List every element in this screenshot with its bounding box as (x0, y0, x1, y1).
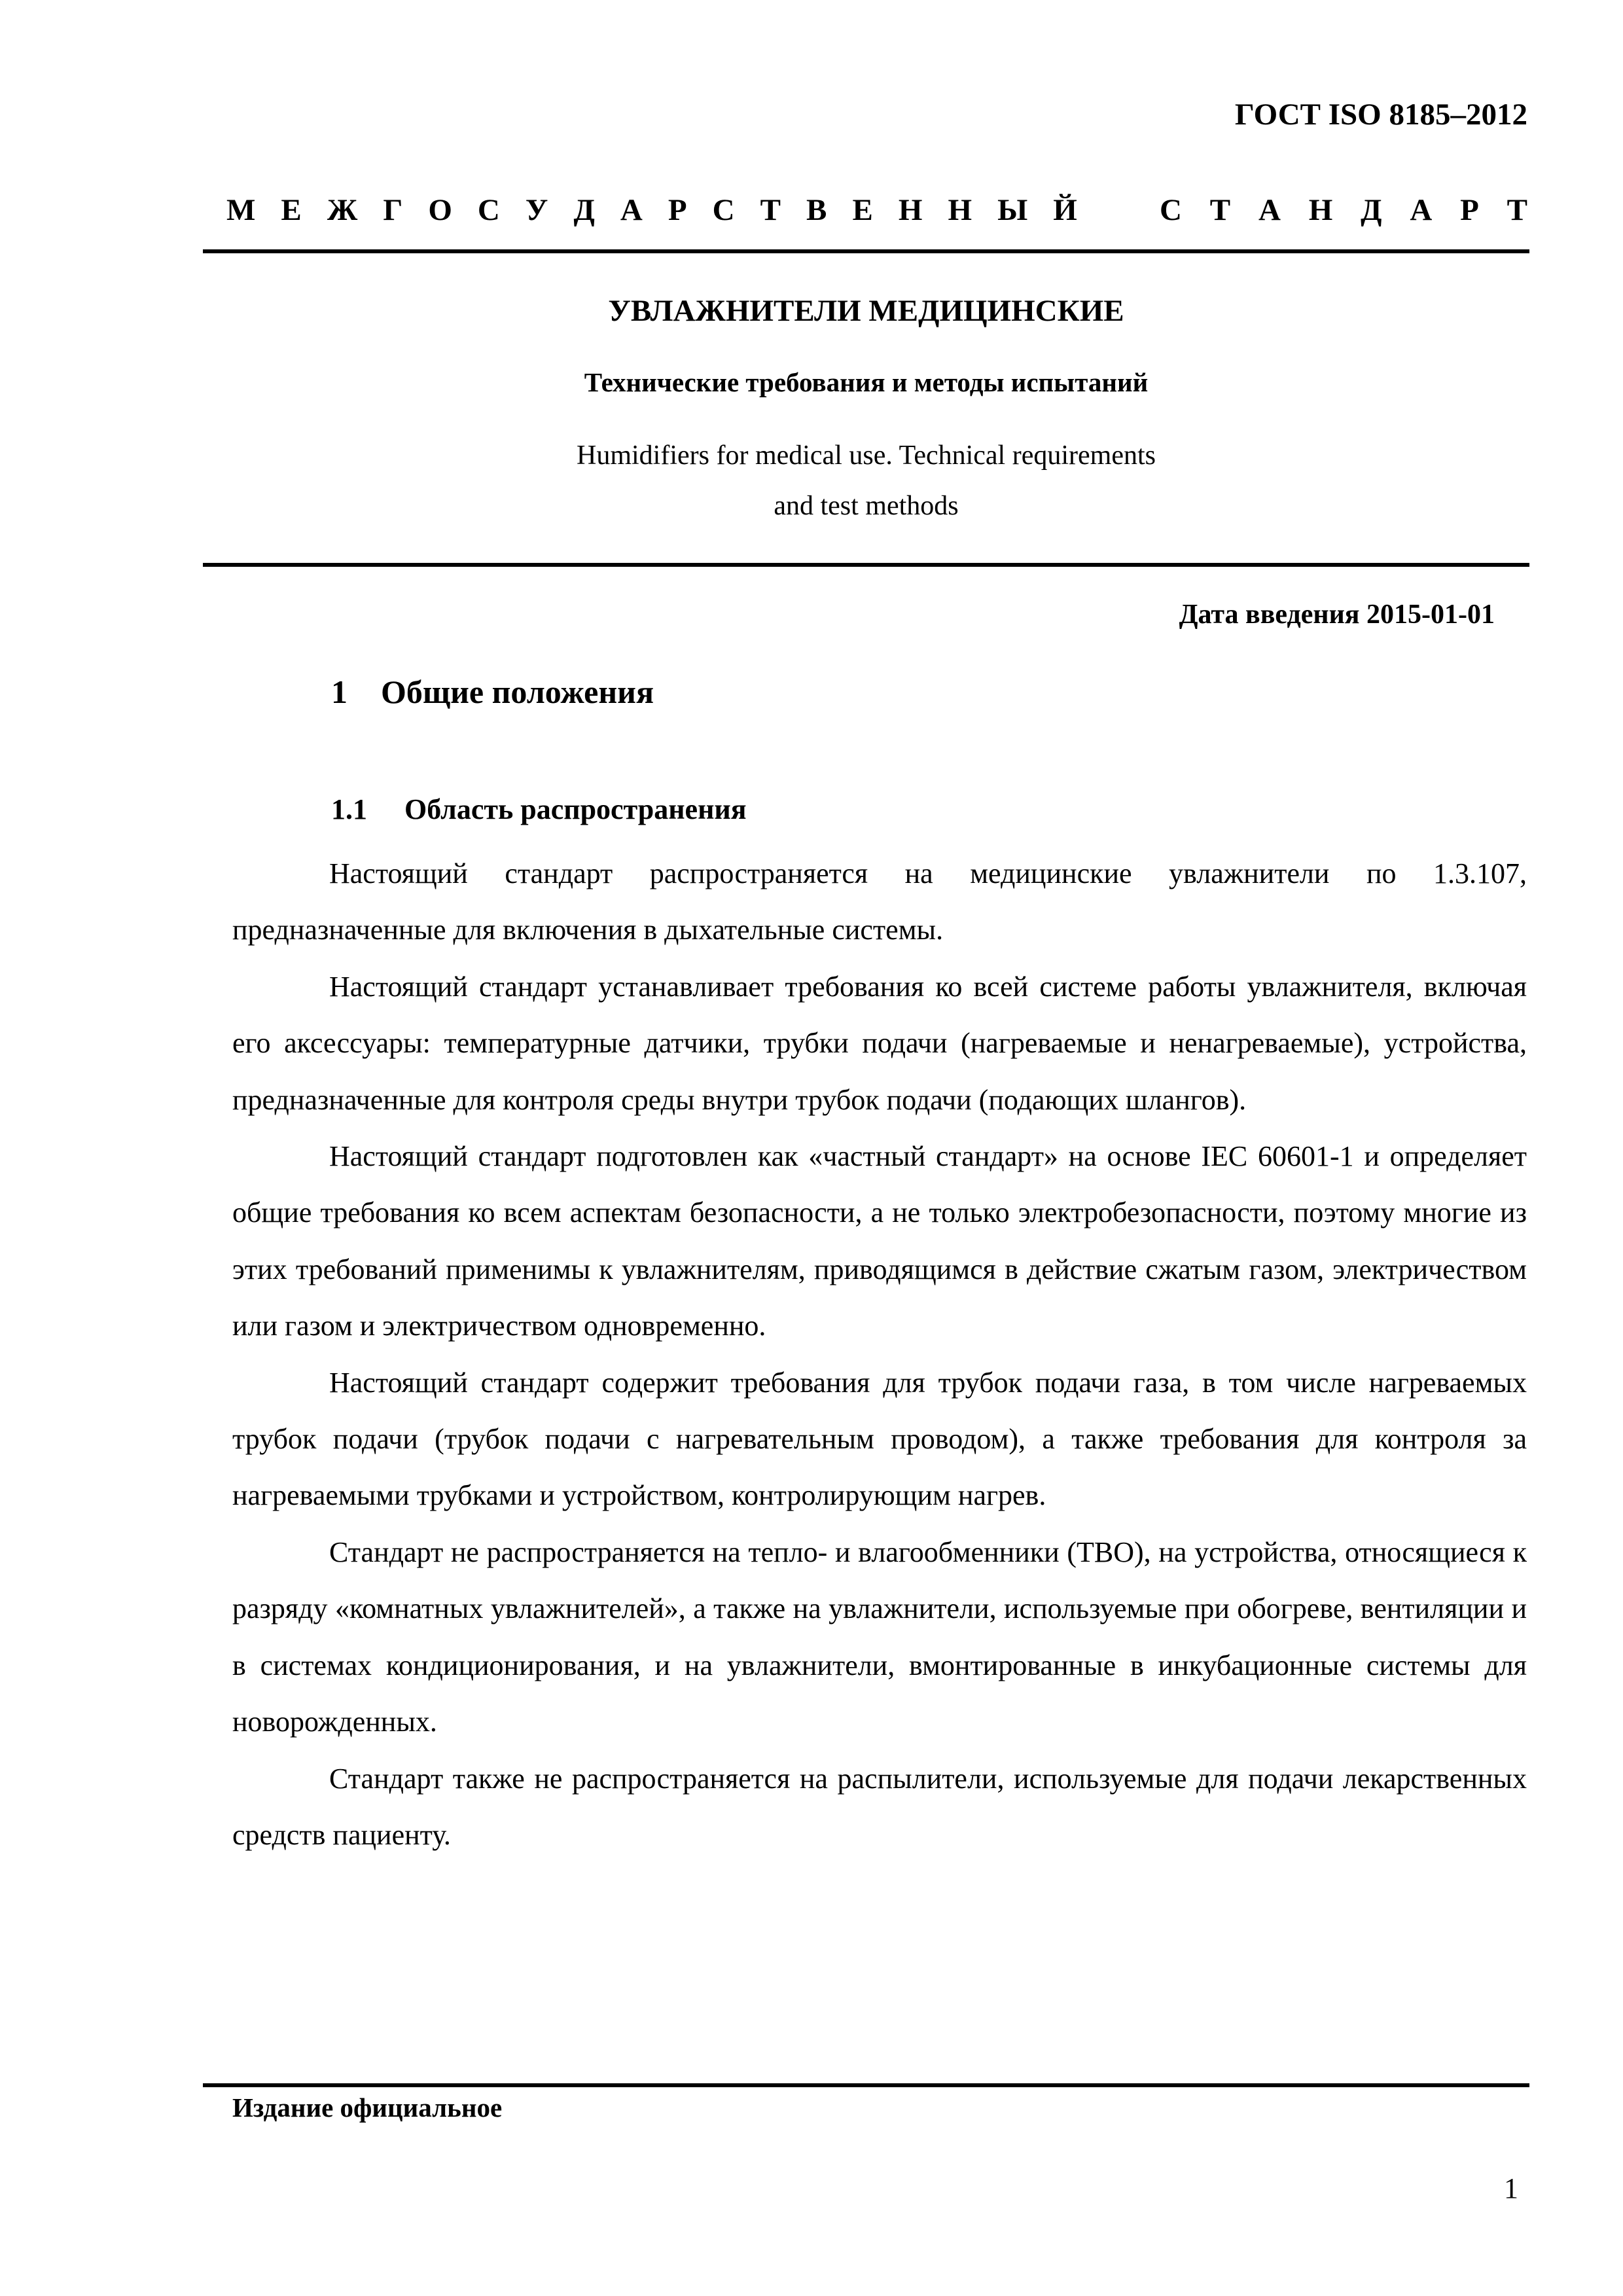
section-title: Общие положения (381, 673, 654, 710)
subsection-title: Область распространения (404, 793, 747, 825)
interstate-standard-banner (226, 192, 1527, 228)
title-divider (203, 563, 1529, 567)
banner-letter: О (428, 193, 452, 227)
banner-letter: М (226, 193, 256, 227)
banner-letter: А (1410, 193, 1433, 227)
subsection-heading (331, 793, 747, 826)
banner-letter: Р (1460, 193, 1479, 227)
banner-letter: Т (1507, 193, 1527, 227)
banner-letter: Й (1053, 193, 1077, 227)
paragraph: Настоящий стандарт распространяется на медицинские увлажнители по 1.3.107, предназначенные для включения в дыхательные системы. (232, 857, 1527, 946)
official-edition-label: Издание официальное (232, 2092, 503, 2123)
banner-letter: Т (760, 193, 781, 227)
section-heading (331, 673, 654, 711)
banner-letter: В (806, 193, 827, 227)
banner-letter: Ж (327, 193, 358, 227)
banner-letter: Т (1209, 193, 1231, 227)
paragraph: Настоящий стандарт устанавливает требования ко всей системе работы увлажнителя, включая его аксессуары: температурные датчики, трубки подачи (нагреваемые и ненагреваемые), устройства, предназначенные для контроля среды внутри трубок подачи (подающих шлангов). (232, 970, 1527, 1116)
banner-letter: Н (898, 193, 923, 227)
banner-letter: У (525, 193, 548, 227)
title-en-line-1: Humidifiers for medical use. Technical requirements (577, 440, 1156, 471)
subsection-number: 1.1 (331, 793, 367, 825)
footer-divider (203, 2083, 1529, 2087)
paragraph: Настоящий стандарт содержит требования для трубок подачи газа, в том числе нагреваемых трубок подачи (трубок подачи с нагревательным проводом), а также требования для контроля за нагреваемыми трубками и устройством, контролирующим нагрев. (232, 1366, 1527, 1512)
banner-letter: Д (1361, 193, 1382, 227)
document-subtitle-ru: Технические требования и методы испытаний (584, 367, 1149, 397)
interstate-word-2 (1160, 192, 1527, 228)
document-code: ГОСТ ISO 8185–2012 (1234, 98, 1527, 132)
paragraph: Настоящий стандарт подготовлен как «частный стандарт» на основе IEC 60601-1 и определяет общие требования ко всем аспектам безопасности, а не только электробезопасности, поэтому многие из этих требований применимы к увлажнителям, приводящимся в действие сжатым газом, электричеством или газом и электричеством одновременно. (232, 1140, 1527, 1342)
banner-letter: Ы (997, 193, 1028, 227)
banner-letter: Р (668, 193, 687, 227)
page-number: 1 (1504, 2172, 1518, 2204)
paragraph: Стандарт также не распространяется на распылители, используемые для подачи лекарственных средств пациенту. (232, 1762, 1527, 1851)
banner-letter: Н (1308, 193, 1333, 227)
body-text (232, 846, 1527, 1863)
banner-letter: Н (948, 193, 972, 227)
banner-letter: С (477, 193, 500, 227)
banner-letter: А (1258, 193, 1281, 227)
introduction-date: Дата введения 2015-01-01 (1179, 600, 1495, 630)
interstate-word-1 (226, 192, 1077, 228)
banner-letter: Г (383, 193, 403, 227)
document-title-ru: УВЛАЖНИТЕЛИ МЕДИЦИНСКИЕ (608, 294, 1124, 328)
paragraph: Стандарт не распространяется на тепло- и влагообменники (ТВО), на устройства, относящиеся к разряду «комнатных увлажнителей», а также на увлажнители, используемые при обогреве, вентиляции и в системах кондиционирования, и на увлажнители, вмонтированные в инкубационные системы для новорожденных. (232, 1535, 1527, 1738)
banner-letter: А (620, 193, 643, 227)
title-en-line-2: and test methods (774, 491, 959, 521)
section-number: 1 (331, 673, 348, 710)
banner-letter: Е (281, 193, 302, 227)
top-divider (203, 249, 1529, 253)
banner-letter: Д (573, 193, 595, 227)
banner-letter: С (712, 193, 735, 227)
banner-letter: Е (852, 193, 873, 227)
document-title-en (203, 431, 1529, 531)
banner-letter: С (1160, 193, 1182, 227)
